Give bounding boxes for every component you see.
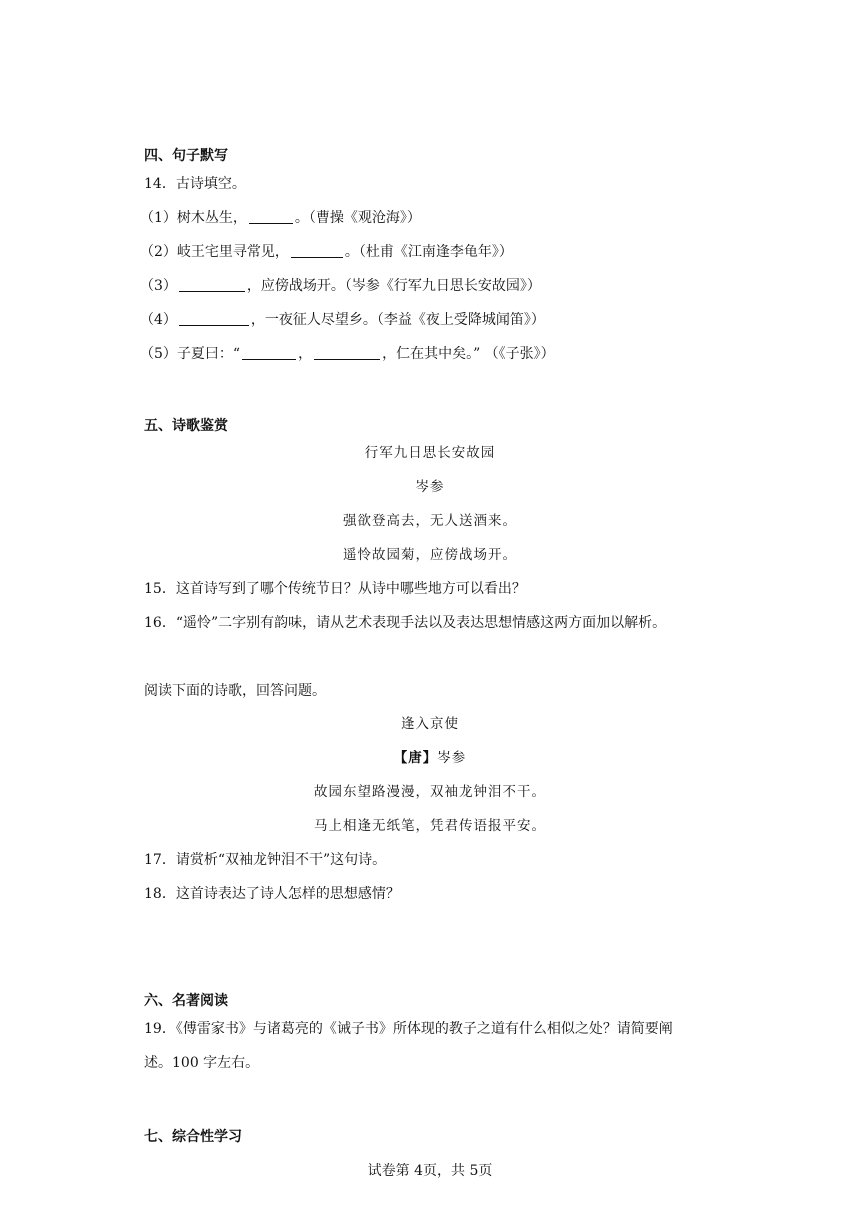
poem2-title: 逢入京使 bbox=[401, 716, 459, 732]
fill-item-4: （4） ，一夜征人尽望乡。（李益《夜上受降城闻笛》） bbox=[140, 312, 545, 328]
poem2-author-name: 岑参 bbox=[437, 750, 467, 766]
section-heading-4: 四、句子默写 bbox=[144, 148, 228, 164]
question-19-line-2: 述。100 字左右。 bbox=[144, 1055, 260, 1071]
poem1-line-1: 强欲登高去，无人送酒来。 bbox=[343, 513, 517, 529]
fill-item-2: （2）岐王宅里寻常见， 。（杜甫《江南逢李龟年》） bbox=[140, 244, 513, 260]
poem1-title: 行军九日思长安故园 bbox=[364, 445, 496, 461]
section-heading-5: 五、诗歌鉴赏 bbox=[144, 418, 228, 434]
section-heading-7: 七、综合性学习 bbox=[144, 1129, 242, 1145]
section-heading-6: 六、名著阅读 bbox=[144, 993, 228, 1009]
fill-item-5: （5）子夏曰：“ ， ，仁在其中矣。” （《子张》） bbox=[140, 346, 555, 362]
fill-item-3: （3） ，应傍战场开。（岑参《行军九日思长安故园》） bbox=[140, 278, 541, 294]
poem2-line-2: 马上相逢无纸笔，凭君传语报平安。 bbox=[314, 818, 546, 834]
poem1-author: 岑参 bbox=[415, 479, 445, 495]
poem2-line-1: 故园东望路漫漫，双袖龙钟泪不干。 bbox=[314, 784, 546, 800]
fill-item-1: （1）树木丛生， 。（曹操《观沧海》） bbox=[140, 210, 421, 226]
page-footer: 试卷第 4页，共 5页 bbox=[367, 1163, 493, 1179]
poem1-line-2: 遥怜故园菊，应傍战场开。 bbox=[343, 547, 517, 563]
poem2-author bbox=[144, 748, 716, 768]
answer-blank[interactable] bbox=[291, 242, 343, 258]
question-15: 15．这首诗写到了哪个传统节日？从诗中哪些地方可以看出？ bbox=[144, 581, 526, 597]
answer-blank[interactable] bbox=[249, 208, 293, 224]
question-16: 16．“遥怜”二字别有韵味，请从艺术表现手法以及表达思想情感这两方面加以解析。 bbox=[144, 615, 667, 631]
answer-blank[interactable] bbox=[242, 344, 296, 360]
question-17: 17．请赏析“双袖龙钟泪不干”这句诗。 bbox=[144, 852, 387, 868]
question-18: 18．这首诗表达了诗人怎样的思想感情？ bbox=[144, 886, 400, 902]
answer-blank[interactable] bbox=[179, 276, 245, 292]
answer-blank[interactable] bbox=[179, 310, 249, 326]
answer-blank[interactable] bbox=[314, 344, 380, 360]
question-19-line-1: 19．《傅雷家书》与诸葛亮的《诫子书》所体现的教子之道有什么相似之处？请简要阐 bbox=[144, 1021, 673, 1037]
poem2-dynasty: 【唐】 bbox=[393, 750, 438, 766]
question-14: 14．古诗填空。 bbox=[144, 176, 246, 192]
reading-instruction: 阅读下面的诗歌，回答问题。 bbox=[144, 683, 326, 699]
